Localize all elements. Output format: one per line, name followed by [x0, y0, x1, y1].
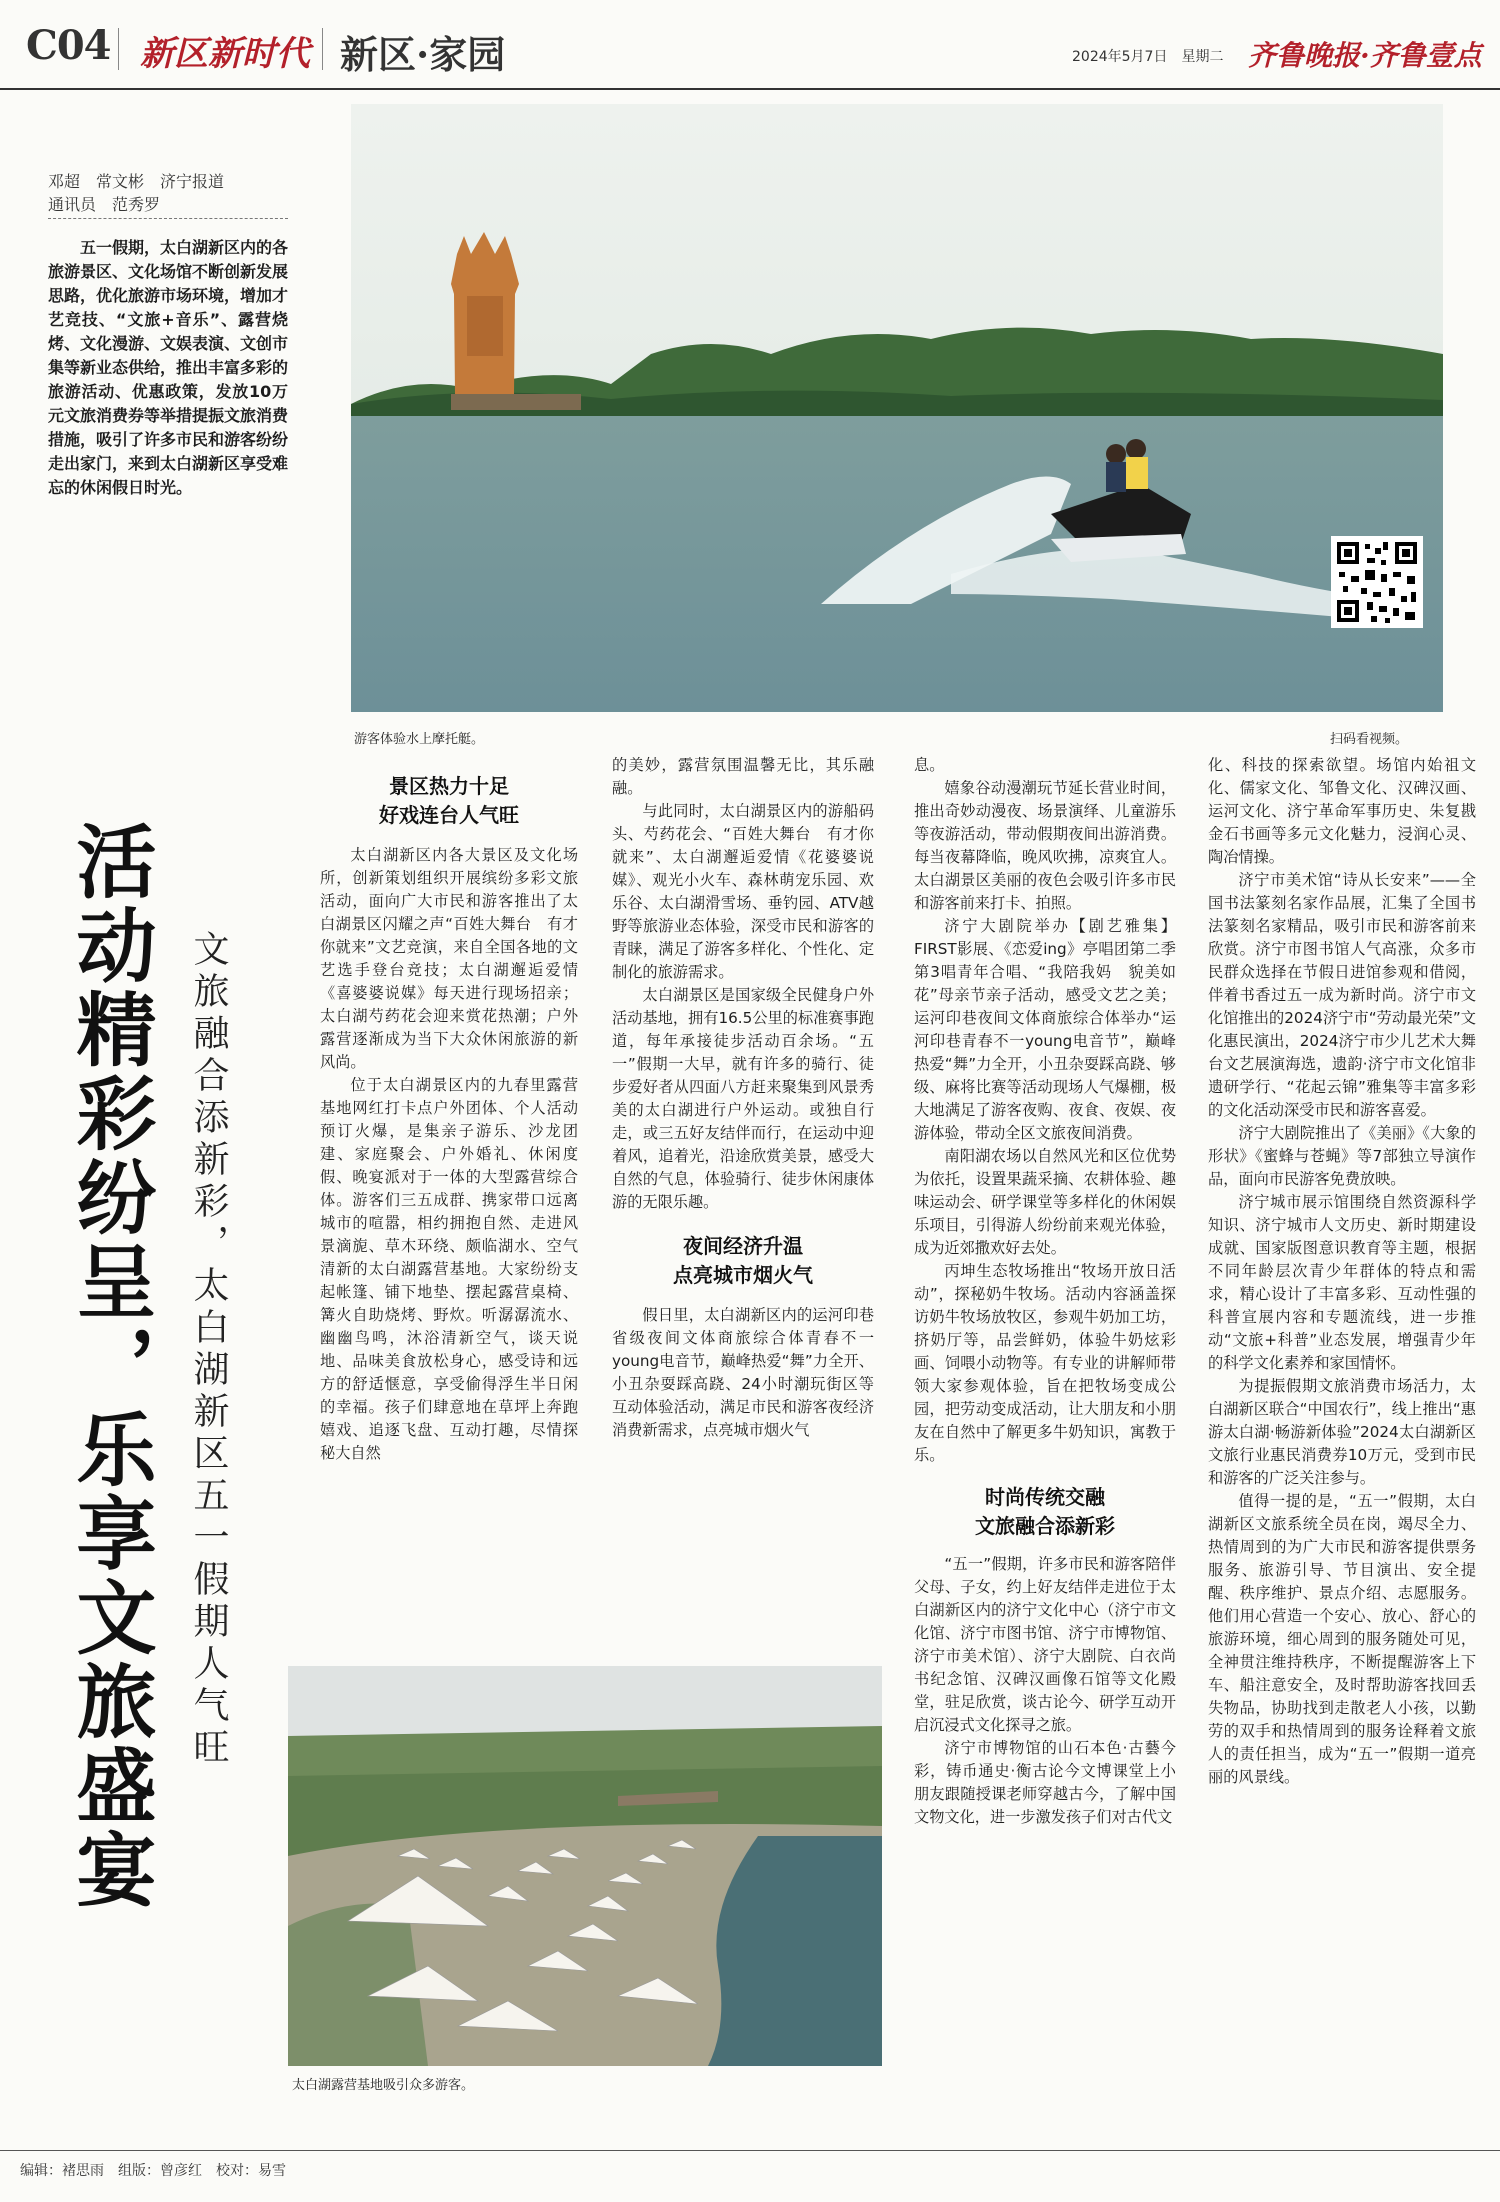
- paragraph: 丙坤生态牧场推出“牧场开放日活动”，探秘奶牛牧场。活动内容涵盖探访奶牛牧场放牧区，参观牛奶加工坊，挤奶厅等，品尝鲜奶，体验牛奶炫彩画、饲喂小动物等。有专业的讲解师带领大家参观体验，旨在把牧场变成公园，把劳动变成活动，让大朋友和小朋友在自然中了解更多牛奶知识，寓教于乐。: [914, 1262, 1176, 1464]
- paragraph: 济宁市美术馆“诗从长安来”——全国书法篆刻名家作品展，汇集了全国书法篆刻名家精品，吸引市民和游客前来欣赏。济宁市图书馆人气高涨，众多市民群众选择在节假日进馆参观和借阅，伴着书香过五一成为新时尚。济宁市文化馆推出的2024济宁市“劳动最光荣”文化惠民演出，2024济宁市少儿艺术大舞台文艺展演海选，遗韵·济宁市文化馆非遗研学行、“花起云锦”雅集等丰富多彩的文化活动深受市民和游客喜爱。: [1208, 871, 1476, 1119]
- section-heading: 时尚传统交融: [985, 1485, 1105, 1509]
- paragraph: 的美妙，露营氛围温馨无比，其乐融融。: [612, 756, 874, 797]
- section-title: 新区·家园: [340, 32, 506, 77]
- subheadline: 文旅融合添新彩，太白湖新区五一假期人气旺: [188, 930, 229, 1770]
- lead-paragraph: 五一假期，太白湖新区内的各旅游景区、文化场馆不断创新发展思路，优化旅游市场环境，增加才艺竞技、“文旅+音乐”、露营烧烤、文化漫游、文娱表演、文创市集等新业态供给，推出丰富多彩的旅游活动、优惠政策，发放10万元文旅消费券等举措提振文旅消费措施，吸引了许多市民和游客纷纷走出家门，来到太白湖新区享受难忘的休闲假日时光。: [48, 238, 289, 497]
- issue-date: 2024年5月7日 星期二: [1072, 49, 1224, 65]
- section-heading: 文旅融合添新彩: [975, 1514, 1115, 1538]
- editor-credits: 编辑：褚思雨 组版：曾彦红 校对：易雪: [20, 2163, 286, 2179]
- header-divider: [322, 28, 323, 70]
- headline: 活动精彩纷呈，乐享文旅盛宴: [63, 820, 157, 1912]
- footer-rule: [0, 2150, 1500, 2151]
- section-heading: 好戏连台人气旺: [379, 803, 519, 827]
- section-heading: 景区热力十足: [389, 774, 509, 798]
- page-number: C04: [26, 22, 111, 69]
- header-rule: [0, 88, 1500, 90]
- column-2: [612, 754, 874, 1442]
- paragraph: 息。: [914, 756, 945, 774]
- paragraph: 为提振假期文旅消费市场活力，太白湖新区联合“中国农行”，线上推出“惠游太白湖·畅游新体验”2024太白湖新区文旅行业惠民消费券10万元，受到市民和游客的广泛关注参与。: [1208, 1377, 1476, 1487]
- paragraph: 济宁城市展示馆围绕自然资源科学知识、济宁城市人文历史、新时期建设成就、国家版图意识教育等主题，根据不同年龄层次青少年群体的特点和需求，精心设计了丰富多彩、互动性强的科普宣展内容和专题流线，进一步推动“文旅+科普”业态发展，增强青少年的科学文化素养和家国情怀。: [1208, 1193, 1476, 1372]
- paragraph: 嬉象谷动漫潮玩节延长营业时间，推出奇妙动漫夜、场景演绎、儿童游乐等夜游活动，带动假期夜间出游消费。每当夜幕降临，晚风吹拂，凉爽宜人。太白湖景区美丽的夜色会吸引许多市民和游客前来打卡、拍照。: [914, 779, 1176, 912]
- bottom-photo-caption: 太白湖露营基地吸引众多游客。: [292, 2078, 475, 2093]
- byline-rule: [48, 218, 288, 219]
- section-heading: 点亮城市烟火气: [673, 1263, 813, 1287]
- column-1: [320, 772, 578, 1465]
- paragraph: 南阳湖农场以自然风光和区位优势为依托，设置果蔬采摘、农耕体验、趣味运动会、研学课堂等多样化的休闲娱乐项目，引得游人纷纷前来观光体验，成为近郊撒欢好去处。: [914, 1147, 1176, 1257]
- qr-code: [1331, 536, 1423, 628]
- top-photo-caption: 游客体验水上摩托艇。: [354, 732, 485, 747]
- campsite-photo: [288, 1666, 882, 2066]
- paper-logo: 齐鲁晚报·齐鲁壹点: [1248, 39, 1482, 72]
- qr-caption: 扫码看视频。: [1330, 732, 1409, 747]
- header-divider: [118, 28, 119, 70]
- column-4: [1208, 754, 1476, 1789]
- paragraph: 济宁市博物馆的山石本色·古藝今彩，铸币通史·衡古论今文博课堂上小朋友跟随授课老师穿越古今，了解中国文物文化，进一步激发孩子们对古代文: [914, 1739, 1176, 1826]
- jetski-photo: [351, 104, 1443, 712]
- paragraph: 与此同时，太白湖景区内的游船码头、芍药花会、“百姓大舞台 有才你就来”、太白湖邂逅爱情《花婆婆说媒》、观光小火车、森林萌宠乐园、欢乐谷、太白湖滑雪场、垂钓园、ATV越野等旅游业态体验，深受市民和游客的青睐，满足了游客多样化、个性化、定制化的旅游需求。: [612, 802, 874, 981]
- paragraph: 济宁大剧院推出了《美丽》《大象的形状》《蜜蜂与苍蝇》等7部独立导演作品，面向市民游客免费放映。: [1208, 1124, 1476, 1188]
- column-3: [914, 754, 1176, 1829]
- brand-calligraphy: 新区新时代: [140, 34, 310, 74]
- paragraph: “五一”假期，许多市民和游客陪伴父母、子女，约上好友结伴走进位于太白湖新区内的济宁文化中心（济宁市文化馆、济宁市图书馆、济宁市博物馆、济宁市美术馆）、济宁大剧院、白衣尚书纪念馆、汉碑汉画像石馆等文化殿堂，驻足欣赏，谈古论今、研学互动开启沉浸式文化探寻之旅。: [914, 1555, 1176, 1734]
- paragraph: 济宁大剧院举办【剧艺雅集】FIRST影展、《恋爱ing》亭唱团第二季第3唱青年合唱、“我陪我妈 貌美如花”母亲节亲子活动，感受文艺之美；运河印巷夜间文体商旅综合体举办“运河印巷青春不一young电音节”，巅峰热爱“舞”力全开，小丑杂耍踩高跷、够级、麻将比赛等活动现场人气爆棚，极大地满足了游客夜购、夜食、夜娱、夜游体验，带动全区文旅夜间消费。: [914, 917, 1176, 1142]
- paragraph: 位于太白湖景区内的九春里露营基地网红打卡点户外团体、个人活动预订火爆，是集亲子游乐、沙龙团建、家庭聚会、户外婚礼、休闲度假、晚宴派对于一体的大型露营综合体。游客们三五成群、携家带口远离城市的喧嚣，相约拥抱自然、走进风景滴旎、草木环绕、颇临湖水、空气清新的太白湖露营基地。大家纷纷支起帐篷、铺下地垫、摆起露营桌椅、篝火自助烧烤、野炊。听潺潺流水、幽幽鸟鸣，沐浴清新空气，谈天说地、品味美食放松身心，感受诗和远方的舒适惬意，享受偷得浮生半日闲的幸福。孩子们肆意地在草坪上奔跑嬉戏、追逐飞盘、互动打趣，尽情探秘大自然: [320, 1076, 578, 1462]
- paragraph: 化、科技的探索欲望。场馆内始祖文化、儒家文化、邹鲁文化、汉碑汉画、运河文化、济宁革命军事历史、朱复戡金石书画等多元文化魅力，浸润心灵、陶冶情操。: [1208, 756, 1476, 866]
- paragraph: 太白湖景区是国家级全民健身户外活动基地，拥有16.5公里的标准赛事跑道，每年承接徒步活动百余场。“五一”假期一大早，就有许多的骑行、徒步爱好者从四面八方赶来聚集到风景秀美的太白湖进行户外运动。或独自行走，或三五好友结伴而行，在运动中迎着风，追着光，沿途欣赏美景，感受大自然的气息，体验骑行、徒步休闲康体游的无限乐趣。: [612, 986, 874, 1211]
- paragraph: 太白湖新区内各大景区及文化场所，创新策划组织开展缤纷多彩文旅活动，面向广大市民和游客推出了太白湖景区闪耀之声“百姓大舞台 有才你就来”文艺竞演，来自全国各地的文艺选手登台竞技；太白湖邂逅爱情《喜婆婆说媒》每天进行现场招亲；太白湖芍药花会迎来赏花热潮；户外露营逐渐成为当下大众休闲旅游的新风尚。: [320, 846, 578, 1071]
- byline: 邓超 常文彬 济宁报道 通讯员 范秀罗: [48, 172, 225, 214]
- section-heading: 夜间经济升温: [683, 1234, 803, 1258]
- paragraph: 假日里，太白湖新区内的运河印巷省级夜间文体商旅综合体青春不一young电音节，巅峰热爱“舞”力全开、小丑杂耍踩高跷、24小时潮玩街区等互动体验活动，满足市民和游客夜经济消费新需求，点亮城市烟火气: [612, 1306, 874, 1439]
- paragraph: 值得一提的是，“五一”假期，太白湖新区文旅系统全员在岗，竭尽全力、热情周到的为广大市民和游客提供票务服务、旅游引导、节目演出、安全提醒、秩序维护、景点介绍、志愿服务。他们用心营造一个安心、放心、舒心的旅游环境，细心周到的服务随处可见，全神贯注维持秩序，不断提醒游客上下车、船注意安全，及时帮助游客找回丢失物品，协助找到走散老人小孩，以勤劳的双手和热情周到的服务诠释着文旅人的责任担当，成为“五一”假期一道亮丽的风景线。: [1208, 1492, 1476, 1786]
